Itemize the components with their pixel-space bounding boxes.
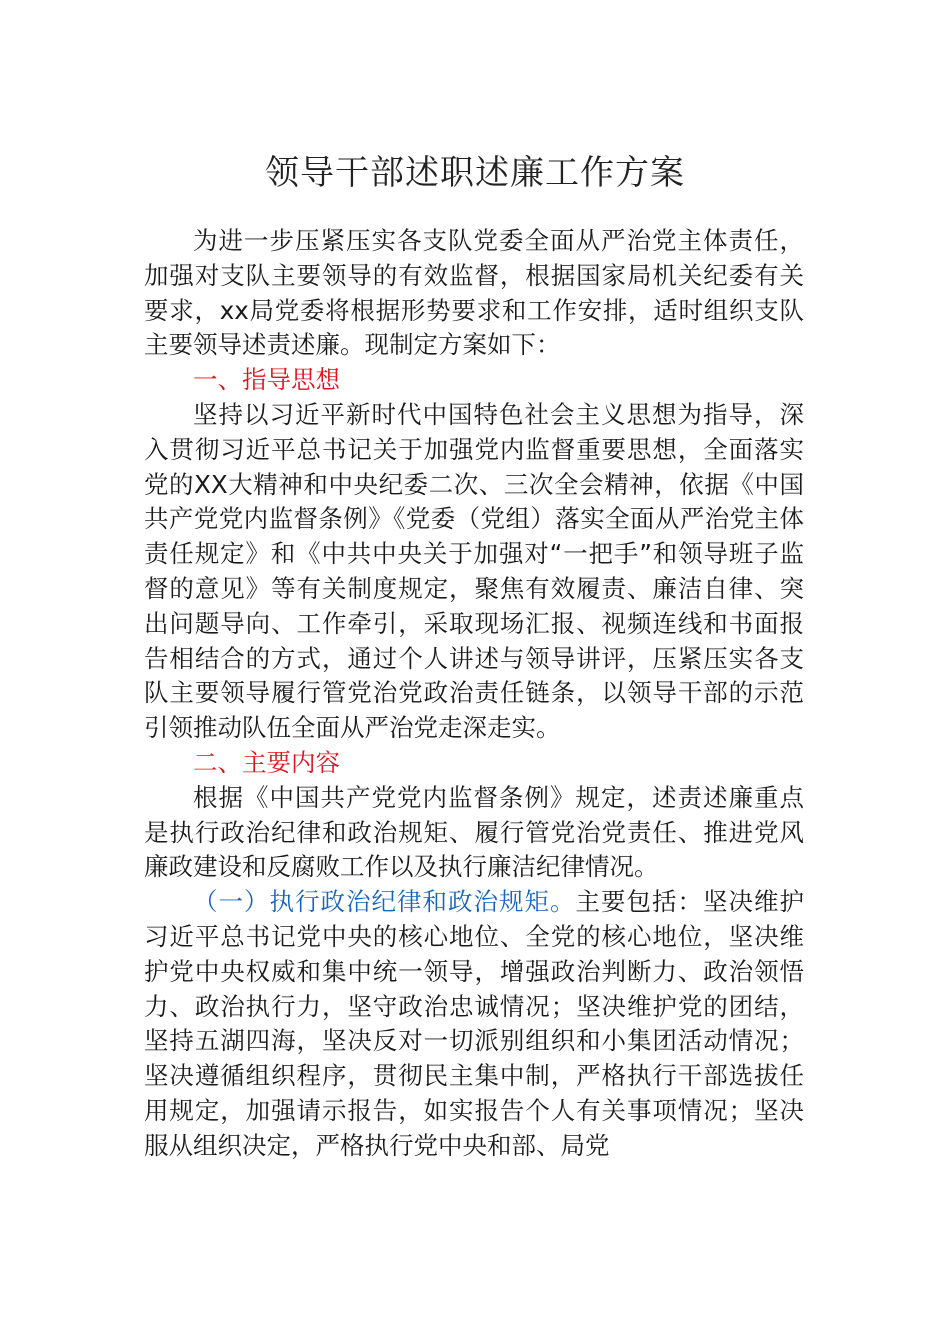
subsection-1-text: 主要包括：坚决维护习近平总书记党中央的核心地位、全党的核心地位，坚决维护党中央权威和集中统一领导，增强政治判断力、政治领悟力、政治执行力，坚守政治忠诚情况；坚决维护党的团结，坚持五湖四海，坚决反对一切派别组织和小集团活动情况；坚决遵循组织程序，贯彻民主集中制，严格执行干部选拔任用规定，加强请示报告，如实报告个人有关事项情况；坚决服从组织决定，严格执行党中央和部、局党 [144,887,804,1160]
section-2-heading: 二、主要内容 [193,747,340,777]
subsection-1-paragraph [144,885,804,1163]
document-title: 领导干部述职述廉工作方案 [265,153,685,193]
section-1-paragraph: 坚持以习近平新时代中国特色社会主义思想为指导，深入贯彻习近平总书记关于加强党内监督重要思想，全面落实党的XX大精神和中央纪委二次、三次全会精神，依据《中国共产党党内监督条例》《党委（党组）落实全面从严治党主体责任规定》和《中共中央关于加强对“一把手”和领导班子监督的意见》等有关制度规定，聚焦有效履责、廉洁自律、突出问题导向、工作牵引，采取现场汇报、视频连线和书面报告相结合的方式，通过个人讲述与领导讲评，压紧压实各支队主要领导履行管党治党政治责任链条，以领导干部的示范引领推动队伍全面从严治党走深走实。 [144,399,804,743]
subsection-1-heading: （一）执行政治纪律和政治规矩。 [193,887,576,917]
document-body [144,224,804,1164]
section-2-paragraph: 根据《中国共产党党内监督条例》规定，述责述廉重点是执行政治纪律和政治规矩、履行管党治党责任、推进党风廉政建设和反腐败工作以及执行廉洁纪律情况。 [144,782,804,882]
section-1-heading: 一、指导思想 [193,365,340,395]
intro-paragraph: 为进一步压紧压实各支队党委全面从严治党主体责任，加强对支队主要领导的有效监督，根据国家局机关纪委有关要求，xx局党委将根据形势要求和工作安排，适时组织支队主要领导述责述廉。现制定方案如下： [144,226,804,360]
